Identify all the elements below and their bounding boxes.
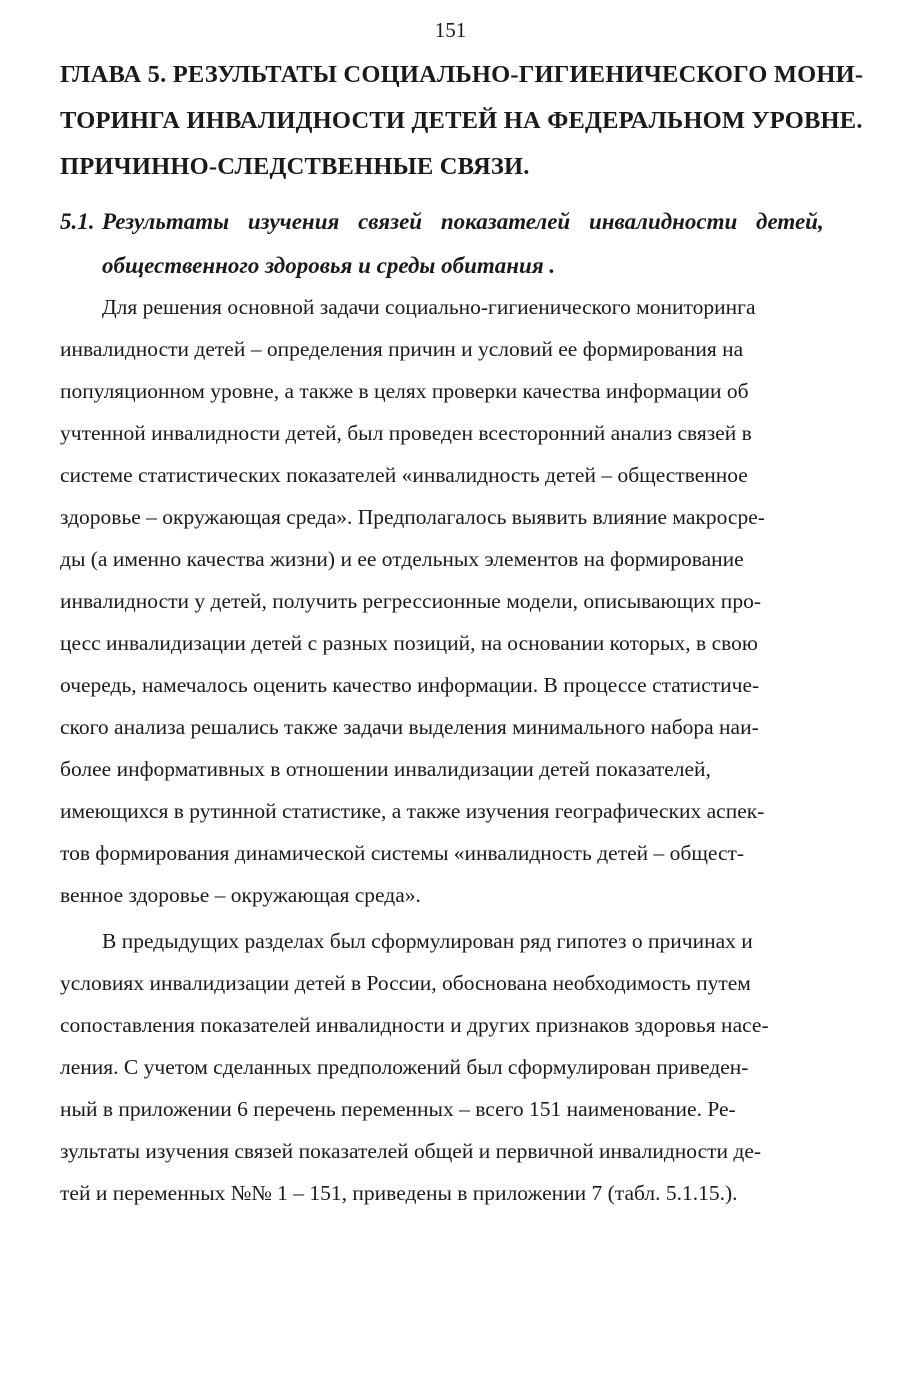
text-line: более информативных в отношении инвалидизации детей показателей, (60, 757, 711, 781)
text-line: системе статистических показателей «инвалидность детей – общественное (60, 463, 748, 487)
text-line: ского анализа решались также задачи выделения минимального набора наи- (60, 715, 759, 739)
chapter-title-line: ТОРИНГА ИНВАЛИДНОСТИ ДЕТЕЙ НА ФЕДЕРАЛЬНОМ УРОВНЕ. (60, 107, 863, 134)
text-line: здоровье – окружающая среда». Предполагалось выявить влияние макросре- (60, 505, 765, 529)
text-line: условиях инвалидизации детей в России, обоснована необходимость путем (60, 971, 751, 995)
text-line: популяционном уровне, а также в целях проверки качества информации об (60, 379, 749, 403)
paragraph-1 (60, 286, 850, 916)
text-line: Для решения основной задачи социально-гигиенического мониторинга (102, 295, 756, 319)
chapter-title (60, 52, 864, 190)
text-line: зультаты изучения связей показателей общей и первичной инвалидности де- (60, 1139, 762, 1163)
text-line: тей и переменных №№ 1 – 151, приведены в приложении 7 (табл. 5.1.15.). (60, 1181, 738, 1205)
text-line: ления. С учетом сделанных предположений был сформулирован приведен- (60, 1055, 749, 1079)
section-title-line: Результаты изучения связей показателей инвалидности детей, (102, 209, 824, 234)
section-heading (60, 200, 850, 288)
chapter-title-line: ПРИЧИННО-СЛЕДСТВЕННЫЕ СВЯЗИ. (60, 153, 530, 180)
text-line: инвалидности детей – определения причин и условий ее формирования на (60, 337, 744, 361)
chapter-title-line: ГЛАВА 5. РЕЗУЛЬТАТЫ СОЦИАЛЬНО-ГИГИЕНИЧЕСКОГО МОНИ- (60, 61, 864, 88)
text-line: очередь, намечалось оценить качество информации. В процессе статистиче- (60, 673, 760, 697)
text-line: инвалидности у детей, получить регрессионные модели, описывающих про- (60, 589, 761, 613)
text-line: сопоставления показателей инвалидности и других признаков здоровья насе- (60, 1013, 769, 1037)
text-line: ный в приложении 6 перечень переменных – всего 151 наименование. Ре- (60, 1097, 736, 1121)
page-number: 151 (434, 18, 467, 42)
text-line: имеющихся в рутинной статистике, а также изучения географических аспек- (60, 799, 765, 823)
text-line: ды (а именно качества жизни) и ее отдельных элементов на формирование (60, 547, 744, 571)
section-number: 5.1. (60, 209, 95, 234)
section-title-line: общественного здоровья и среды обитания . (102, 253, 556, 278)
text-line: венное здоровье – окружающая среда». (60, 883, 421, 907)
text-line: тов формирования динамической системы «инвалидность детей – общест- (60, 841, 745, 865)
text-line: В предыдущих разделах был сформулирован ряд гипотез о причинах и (102, 929, 753, 953)
text-line: цесс инвалидизации детей с разных позиций, на основании которых, в свою (60, 631, 758, 655)
text-line: учтенной инвалидности детей, был проведен всесторонний анализ связей в (60, 421, 752, 445)
paragraph-2 (60, 920, 850, 1214)
